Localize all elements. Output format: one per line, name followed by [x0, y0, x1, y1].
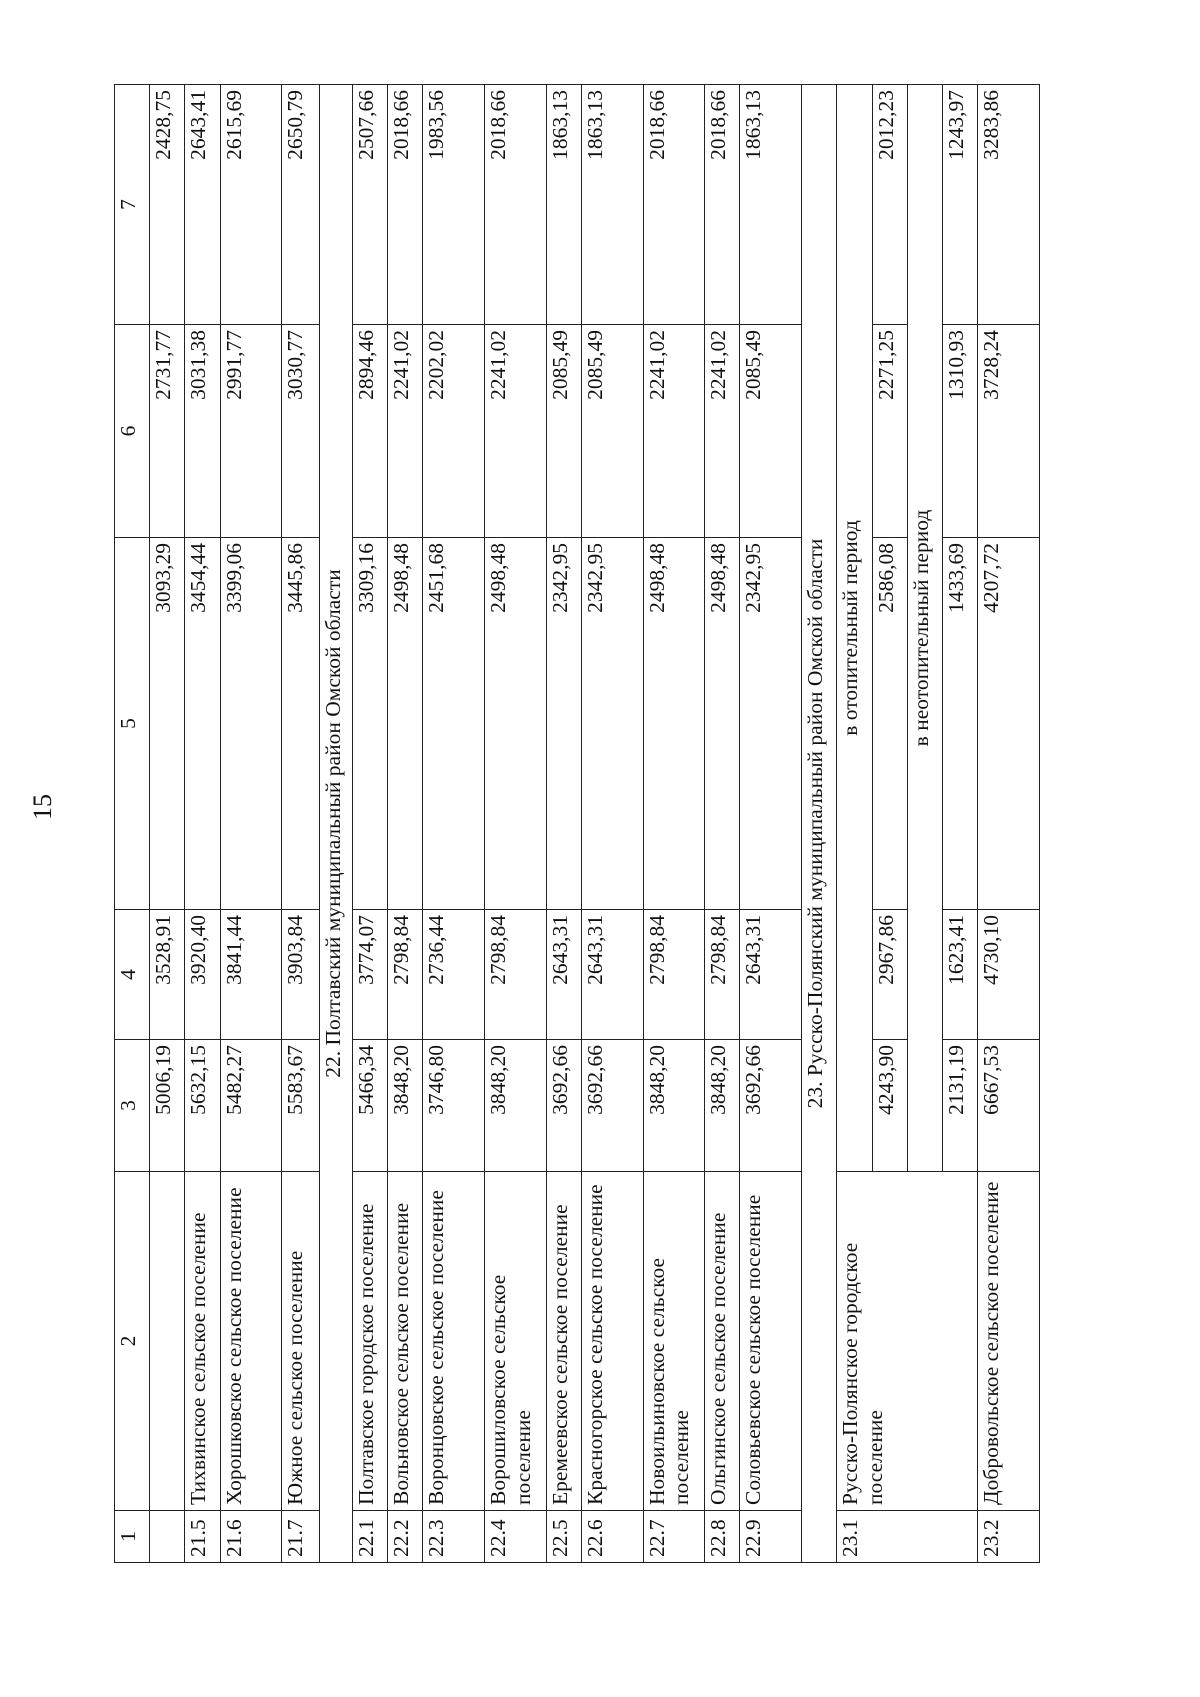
value-cell: 2131,19 — [942, 1040, 977, 1172]
header-cell: 4 — [115, 910, 150, 1040]
value-cell: 2894,46 — [352, 325, 387, 538]
settlement-name: Ворошиловское сельское поселение — [484, 1172, 546, 1511]
value-cell: 2498,48 — [388, 538, 423, 910]
table-row — [643, 85, 705, 1563]
value-cell: 2736,44 — [423, 910, 485, 1040]
value-cell: 2342,95 — [546, 538, 581, 910]
value-cell: 3746,80 — [423, 1040, 485, 1172]
value-cell: 3454,44 — [185, 538, 220, 910]
section-title: 23. Русско-Полянский муниципальный район Омской области — [802, 85, 837, 1563]
value-cell: 2798,84 — [388, 910, 423, 1040]
value-cell: 3774,07 — [352, 910, 387, 1040]
value-cell: 3692,66 — [546, 1040, 581, 1172]
value-cell: 2498,48 — [484, 538, 546, 910]
table-row — [185, 85, 220, 1563]
value-cell: 3728,24 — [978, 325, 1040, 538]
row-number: 22.5 — [546, 1511, 581, 1563]
value-cell: 3283,86 — [978, 85, 1040, 325]
row-number: 23.2 — [978, 1511, 1040, 1563]
table-row — [978, 85, 1040, 1563]
value-cell: 5466,34 — [352, 1040, 387, 1172]
tariff-table-body — [115, 85, 1040, 1563]
row-number: 22.1 — [352, 1511, 387, 1563]
row-number: 21.6 — [220, 1511, 282, 1563]
value-cell: 2241,02 — [643, 325, 705, 538]
value-cell: 6667,53 — [978, 1040, 1040, 1172]
value-cell: 2507,66 — [352, 85, 387, 325]
header-row — [115, 85, 150, 1563]
header-cell: 6 — [115, 325, 150, 538]
table-row — [705, 85, 740, 1563]
nonheating-period-label: в неотопительный период — [907, 85, 942, 1172]
value-cell: 5583,67 — [282, 1040, 319, 1172]
settlement-name: Полтавское городское поселение — [352, 1172, 387, 1511]
value-cell: 1243,97 — [942, 85, 977, 325]
row-number: 22.8 — [705, 1511, 740, 1563]
settlement-name — [150, 1172, 185, 1511]
table-row — [388, 85, 423, 1563]
value-cell: 2498,48 — [705, 538, 740, 910]
value-cell: 3030,77 — [282, 325, 319, 538]
value-cell: 2085,49 — [546, 325, 581, 538]
settlement-name: Южное сельское поселение — [282, 1172, 319, 1511]
settlement-name: Воронцовское сельское поселение — [423, 1172, 485, 1511]
table-row — [484, 85, 546, 1563]
row-number: 22.3 — [423, 1511, 485, 1563]
table-row — [220, 85, 282, 1563]
value-cell: 2018,66 — [484, 85, 546, 325]
table-row — [352, 85, 387, 1563]
section-row — [802, 85, 837, 1563]
value-cell: 2018,66 — [705, 85, 740, 325]
value-cell: 2241,02 — [484, 325, 546, 538]
settlement-name: Вольновское сельское поселение — [388, 1172, 423, 1511]
value-cell: 3848,20 — [705, 1040, 740, 1172]
row-number: 22.2 — [388, 1511, 423, 1563]
value-cell: 3031,38 — [185, 325, 220, 538]
value-cell: 2012,23 — [872, 85, 907, 325]
value-cell: 2428,75 — [150, 85, 185, 325]
table-row — [546, 85, 581, 1563]
value-cell: 2798,84 — [705, 910, 740, 1040]
settlement-name: Ольгинское сельское поселение — [705, 1172, 740, 1511]
value-cell: 3848,20 — [643, 1040, 705, 1172]
settlement-name: Русско-Полянское городское поселение — [837, 1172, 978, 1511]
value-cell: 2615,69 — [220, 85, 282, 325]
value-cell: 1623,41 — [942, 910, 977, 1040]
value-cell: 2018,66 — [643, 85, 705, 325]
value-cell: 3093,29 — [150, 538, 185, 910]
value-cell: 1863,13 — [546, 85, 581, 325]
header-cell: 1 — [115, 1511, 150, 1563]
value-cell: 2085,49 — [581, 325, 643, 538]
settlement-name: Соловьевское сельское поселение — [740, 1172, 802, 1511]
value-cell: 2241,02 — [388, 325, 423, 538]
value-cell: 1310,93 — [942, 325, 977, 538]
value-cell: 3528,91 — [150, 910, 185, 1040]
value-cell: 3903,84 — [282, 910, 319, 1040]
header-cell: 7 — [115, 85, 150, 325]
value-cell: 2586,08 — [872, 538, 907, 910]
value-cell: 2241,02 — [705, 325, 740, 538]
value-cell: 2342,95 — [740, 538, 802, 910]
table-row — [740, 85, 802, 1563]
value-cell: 2643,31 — [581, 910, 643, 1040]
row-number: 21.5 — [185, 1511, 220, 1563]
value-cell: 1863,13 — [581, 85, 643, 325]
value-cell: 2643,41 — [185, 85, 220, 325]
value-cell: 1433,69 — [942, 538, 977, 910]
value-cell: 3848,20 — [388, 1040, 423, 1172]
value-cell: 2202,02 — [423, 325, 485, 538]
value-cell: 2498,48 — [643, 538, 705, 910]
value-cell: 5006,19 — [150, 1040, 185, 1172]
value-cell: 1983,56 — [423, 85, 485, 325]
header-cell: 5 — [115, 538, 150, 910]
settlement-name: Добровольское сельское поселение — [978, 1172, 1040, 1511]
section-title: 22. Полтавский муниципальный район Омской области — [319, 85, 352, 1563]
row-number — [150, 1511, 185, 1563]
section-row — [319, 85, 352, 1563]
value-cell: 3920,40 — [185, 910, 220, 1040]
row-number: 21.7 — [282, 1511, 319, 1563]
value-cell: 2967,86 — [872, 910, 907, 1040]
settlement-name: Красногорское сельское поселение — [581, 1172, 643, 1511]
settlement-name: Тихвинское сельское поселение — [185, 1172, 220, 1511]
value-cell: 2643,31 — [546, 910, 581, 1040]
value-cell: 3309,16 — [352, 538, 387, 910]
value-cell: 2451,68 — [423, 538, 485, 910]
page-number: 15 — [28, 794, 57, 820]
sub-header-row — [837, 85, 872, 1563]
table-row — [423, 85, 485, 1563]
value-cell: 3445,86 — [282, 538, 319, 910]
value-cell: 2271,25 — [872, 325, 907, 538]
value-cell: 2991,77 — [220, 325, 282, 538]
value-cell: 5632,15 — [185, 1040, 220, 1172]
value-cell: 2798,84 — [643, 910, 705, 1040]
value-cell: 5482,27 — [220, 1040, 282, 1172]
header-cell: 3 — [115, 1040, 150, 1172]
value-cell: 4730,10 — [978, 910, 1040, 1040]
value-cell: 3399,06 — [220, 538, 282, 910]
value-cell: 2342,95 — [581, 538, 643, 910]
value-cell: 2731,77 — [150, 325, 185, 538]
header-cell: 2 — [115, 1172, 150, 1511]
table-row — [581, 85, 643, 1563]
rotated-table-container — [114, 85, 1040, 1563]
value-cell: 4207,72 — [978, 538, 1040, 910]
row-number: 23.1 — [837, 1511, 978, 1563]
value-cell: 2018,66 — [388, 85, 423, 325]
value-cell: 3692,66 — [581, 1040, 643, 1172]
row-number: 22.4 — [484, 1511, 546, 1563]
settlement-name: Хорошковское сельское поселение — [220, 1172, 282, 1511]
value-cell: 3841,44 — [220, 910, 282, 1040]
value-cell: 2650,79 — [282, 85, 319, 325]
heating-period-label: в отопительный период — [837, 85, 872, 1172]
value-cell: 1863,13 — [740, 85, 802, 325]
value-cell: 2798,84 — [484, 910, 546, 1040]
row-number: 22.9 — [740, 1511, 802, 1563]
value-cell: 2085,49 — [740, 325, 802, 538]
row-number: 22.6 — [581, 1511, 643, 1563]
table-row — [282, 85, 319, 1563]
settlement-name: Еремеевское сельское поселение — [546, 1172, 581, 1511]
value-cell: 3848,20 — [484, 1040, 546, 1172]
value-cell: 2643,31 — [740, 910, 802, 1040]
value-cell: 3692,66 — [740, 1040, 802, 1172]
settlement-name: Новоильиновское сельское поселение — [643, 1172, 705, 1511]
tariff-table — [114, 84, 1040, 1563]
value-cell: 4243,90 — [872, 1040, 907, 1172]
table-row — [150, 85, 185, 1563]
row-number: 22.7 — [643, 1511, 705, 1563]
